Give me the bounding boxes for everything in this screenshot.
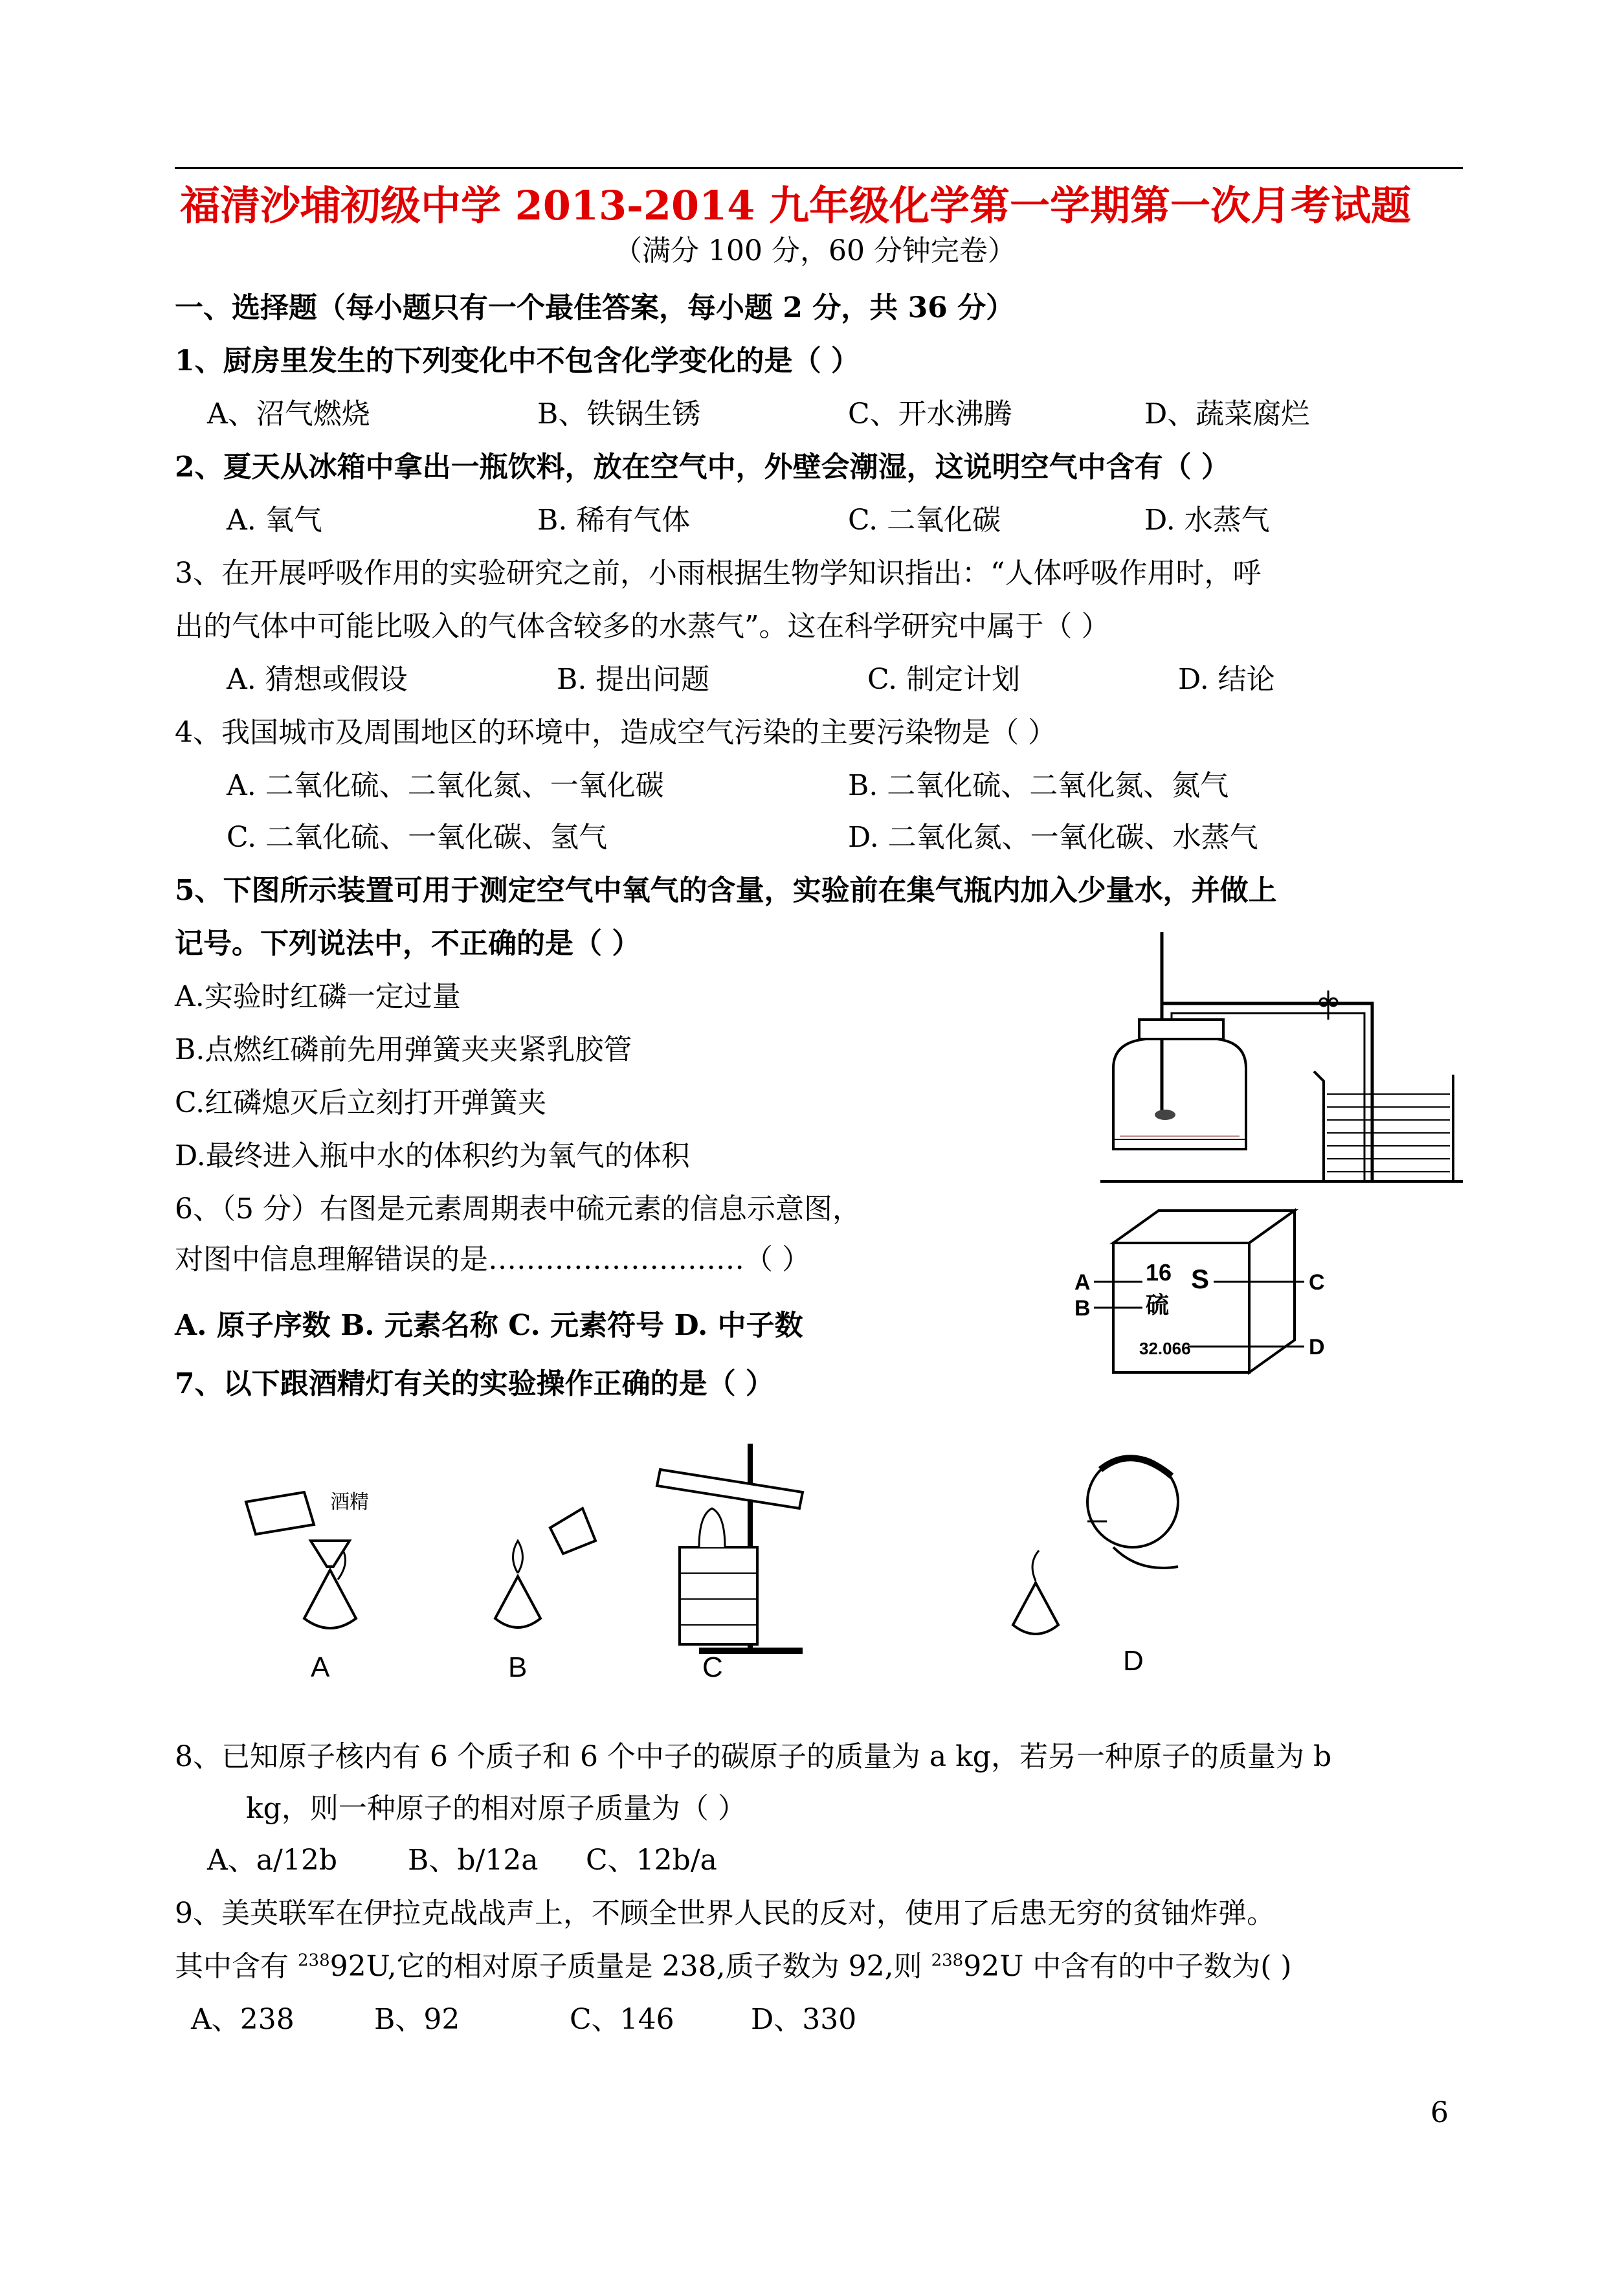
page-number: 6 (1430, 2096, 1449, 2129)
q1-option-a: A、沼气燃烧 (207, 397, 370, 431)
q6-options: A. 原子序数 B. 元素名称 C. 元素符号 D. 中子数 (175, 1309, 803, 1342)
q1-stem: 1、厨房里发生的下列变化中不包含化学变化的是（ ） (175, 344, 860, 377)
q8-option-c: C、12b/a (586, 1844, 717, 1877)
label-c: C (1309, 1270, 1325, 1295)
q4-stem: 4、我国城市及周围地区的环境中，造成空气污染的主要污染物是（ ） (175, 716, 1056, 749)
q4-option-d: D. 二氧化氮、一氧化碳、水蒸气 (848, 821, 1258, 854)
q5-line1: 5、下图所示装置可用于测定空气中氧气的含量，实验前在集气瓶内加入少量水，并做上 (175, 874, 1277, 907)
section-heading: 一、选择题（每小题只有一个最佳答案，每小题 2 分，共 36 分） (175, 291, 1015, 324)
q5-option-d: D.最终进入瓶中水的体积约为氧气的体积 (175, 1139, 690, 1172)
q6-line1: 6、（5 分）右图是元素周期表中硫元素的信息示意图， (175, 1192, 861, 1225)
element-mass: 32.066 (1139, 1339, 1191, 1358)
q1-option-c: C、开水沸腾 (848, 397, 1012, 431)
alcohol-label: 酒精 (330, 1492, 369, 1513)
q1-option-b: B、铁锅生锈 (537, 397, 701, 431)
page-subtitle: （满分 100 分，60 分钟完卷） (614, 234, 1016, 267)
q4-option-a: A. 二氧化硫、二氧化氮、一氧化碳 (227, 769, 664, 802)
q2-option-d: D. 水蒸气 (1144, 504, 1270, 537)
q9-line2: 其中含有 $^{238}$92U,它的相对原子质量是 238,质子数为 92,则 $^{238}$92U 中含有的中子数为( ) (175, 1950, 1292, 1983)
label-d: D (1309, 1335, 1325, 1359)
element-number: 16 (1146, 1259, 1172, 1286)
q9-option-a: A、238 (191, 2003, 295, 2036)
option-b-label: B (508, 1651, 528, 1683)
q5-line2: 记号。下列说法中，不正确的是（ ） (175, 927, 641, 960)
option-c-label: C (702, 1651, 723, 1683)
q4-option-c: C. 二氧化硫、一氧化碳、氢气 (227, 821, 608, 854)
q4-option-b: B. 二氧化硫、二氧化氮、氮气 (848, 769, 1229, 802)
q8-option-b: B、b/12a (408, 1844, 539, 1877)
q3-option-b: B. 提出问题 (557, 663, 710, 696)
q3-option-d: D. 结论 (1178, 663, 1275, 696)
q7-stem: 7、以下跟酒精灯有关的实验操作正确的是（ ） (175, 1367, 774, 1400)
header-rule (175, 167, 1463, 169)
q8-line2: kg，则一种原子的相对原子质量为（ ） (246, 1792, 746, 1825)
q2-option-a: A. 氧气 (227, 504, 322, 537)
q3-option-c: C. 制定计划 (867, 663, 1021, 696)
q2-option-b: B. 稀有气体 (537, 504, 691, 537)
label-b: B (1074, 1296, 1091, 1321)
q8-line1: 8、已知原子核内有 6 个质子和 6 个中子的碳原子的质量为 a kg，若另一种原子的质量为 b (175, 1740, 1332, 1773)
label-a: A (1074, 1270, 1091, 1295)
q9-line1: 9、美英联军在伊拉克战战声上，不顾全世界人民的反对，使用了后患无穷的贫铀炸弹。 (175, 1897, 1275, 1930)
q5-option-b: B.点燃红磷前先用弹簧夹夹紧乳胶管 (175, 1033, 632, 1066)
q5-option-c: C.红磷熄灭后立刻打开弹簧夹 (175, 1086, 547, 1119)
page-title: 福清沙埔初级中学 2013-2014 九年级化学第一学期第一次月考试题 (180, 182, 1412, 229)
element-symbol: S (1191, 1264, 1210, 1294)
q3-option-a: A. 猜想或假设 (227, 663, 408, 696)
alcohol-lamp-operations-figure (233, 1431, 1243, 1703)
q2-stem: 2、夏天从冰箱中拿出一瓶饮料，放在空气中，外壁会潮湿，这说明空气中含有（ ） (175, 451, 1230, 484)
q9-option-d: D、330 (751, 2003, 857, 2036)
q5-option-a: A.实验时红磷一定过量 (175, 980, 461, 1013)
q9-option-b: B、92 (374, 2003, 460, 2036)
q3-line2: 出的气体中可能比吸入的气体含较多的水蒸气”。这在科学研究中属于（ ） (175, 610, 1110, 643)
q9-option-c: C、146 (570, 2003, 674, 2036)
oxygen-measurement-apparatus-figure (1100, 926, 1463, 1185)
q2-option-c: C. 二氧化碳 (848, 504, 1001, 537)
q6-line2: 对图中信息理解错误的是………………………（ ） (175, 1243, 810, 1276)
sulfur-element-tile-figure (1074, 1204, 1333, 1379)
element-name: 硫 (1146, 1292, 1170, 1318)
option-a-label: A (311, 1651, 330, 1683)
q3-line1: 3、在开展呼吸作用的实验研究之前，小雨根据生物学知识指出：“人体呼吸作用时，呼 (175, 557, 1262, 590)
q8-option-a: A、a/12b (207, 1844, 337, 1877)
option-d-label: D (1123, 1645, 1144, 1677)
q1-option-d: D、蔬菜腐烂 (1144, 397, 1310, 431)
